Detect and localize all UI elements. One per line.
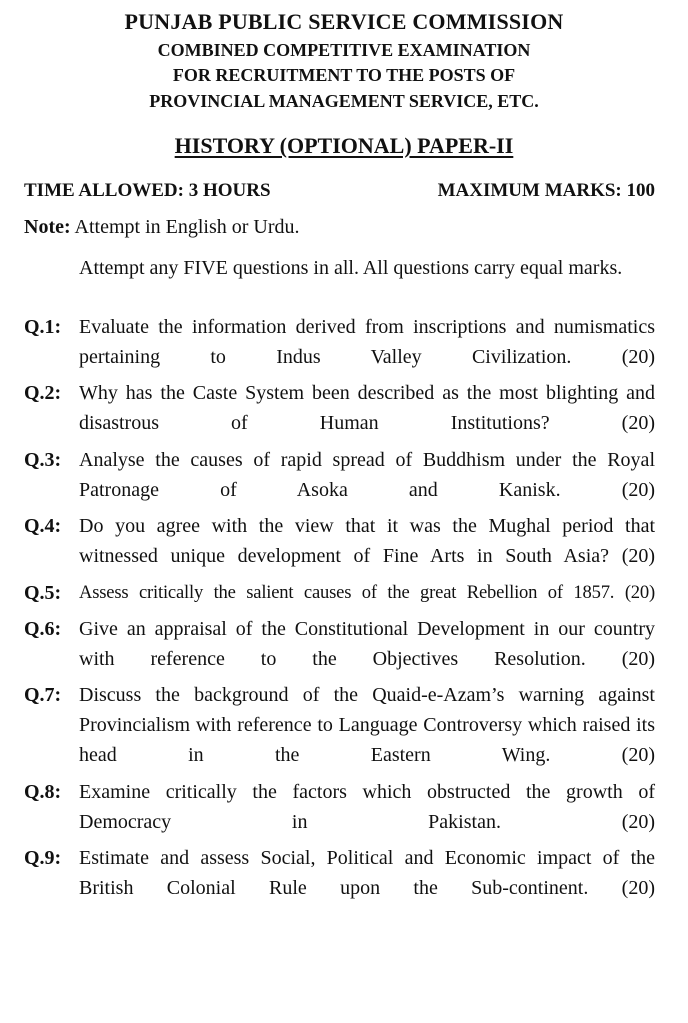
paper-title-text: HISTORY (OPTIONAL) PAPER-II: [174, 133, 514, 158]
exam-meta: [24, 180, 655, 202]
question-text: Analyse the causes of rapid spread of Buddhism under the Royal Patronage of Asoka and Kanisk.: [79, 449, 655, 501]
question-number: Q.3:: [24, 449, 62, 471]
question-text: Give an appraisal of the Constitutional Development in our country with reference to the Objectives Resolution.: [79, 618, 655, 670]
question-body: [79, 578, 655, 608]
question-marks: (20): [621, 346, 656, 368]
maximum-marks: MAXIMUM MARKS: 100: [437, 180, 655, 201]
question-number: Q.6:: [24, 618, 62, 640]
question-marks: (20): [621, 648, 656, 670]
service-line: PROVINCIAL MANAGEMENT SERVICE, ETC.: [149, 91, 539, 111]
question-6: [24, 614, 655, 674]
paper-title: [0, 133, 688, 159]
question-marks: (20): [621, 744, 655, 766]
question-marks: (20): [621, 545, 656, 567]
question-2: [24, 378, 655, 438]
question-marks: (20): [621, 877, 655, 899]
question-body: [79, 614, 655, 674]
question-marks: (20): [624, 582, 655, 603]
instruction: Attempt any FIVE questions in all. All questions carry equal marks.: [79, 257, 623, 279]
question-body: [79, 680, 655, 770]
question-1: [24, 312, 655, 372]
question-body: [79, 777, 655, 837]
question-8: [24, 777, 655, 837]
time-allowed: TIME ALLOWED: 3 HOURS: [24, 180, 271, 201]
question-number: Q.9:: [24, 847, 62, 869]
question-text: Examine critically the factors which obstructed the growth of Democracy in Pakistan.: [79, 781, 655, 833]
commission-title: PUNJAB PUBLIC SERVICE COMMISSION: [124, 9, 564, 34]
question-text: Estimate and assess Social, Political and Economic impact of the British Colonial Rule upon the Sub-continent.: [79, 847, 655, 899]
question-body: [79, 312, 655, 372]
recruitment-line: FOR RECRUITMENT TO THE POSTS OF: [172, 65, 516, 85]
question-number: Q.7:: [24, 684, 62, 706]
question-text: Why has the Caste System been described as the most blighting and disastrous of Human Institutions?: [79, 382, 655, 434]
question-number: Q.4:: [24, 515, 62, 537]
question-marks: (20): [621, 412, 655, 434]
question-3: [24, 445, 655, 505]
question-7: [24, 680, 655, 770]
question-text: Assess critically the salient causes of the great Rebellion of 1857.: [79, 582, 615, 603]
note-text: Attempt in English or Urdu.: [74, 216, 300, 238]
question-5: [24, 578, 655, 608]
question-number: Q.1:: [24, 316, 62, 338]
question-text: Evaluate the information derived from inscriptions and numismatics pertaining to Indus Valley Civilization.: [79, 316, 655, 368]
question-9: [24, 843, 655, 903]
question-body: [79, 511, 655, 571]
question-marks: (20): [621, 811, 656, 833]
question-body: [79, 843, 655, 903]
exam-name: COMBINED COMPETITIVE EXAMINATION: [157, 40, 531, 60]
question-number: Q.5:: [24, 582, 62, 604]
question-number: Q.2:: [24, 382, 62, 404]
question-body: [79, 378, 655, 438]
question-number: Q.8:: [24, 781, 62, 803]
question-text: Discuss the background of the Quaid-e-Azam’s warning against Provincialism with reference to Language Controversy which raised its head in the Eastern Wing.: [79, 684, 655, 766]
note-label: Note:: [24, 216, 71, 238]
question-4: [24, 511, 655, 571]
note: [24, 216, 655, 239]
question-text: Do you agree with the view that it was the Mughal period that witnessed unique development of Fine Arts in South Asia?: [79, 515, 655, 567]
question-marks: (20): [621, 479, 656, 501]
question-body: [79, 445, 655, 505]
